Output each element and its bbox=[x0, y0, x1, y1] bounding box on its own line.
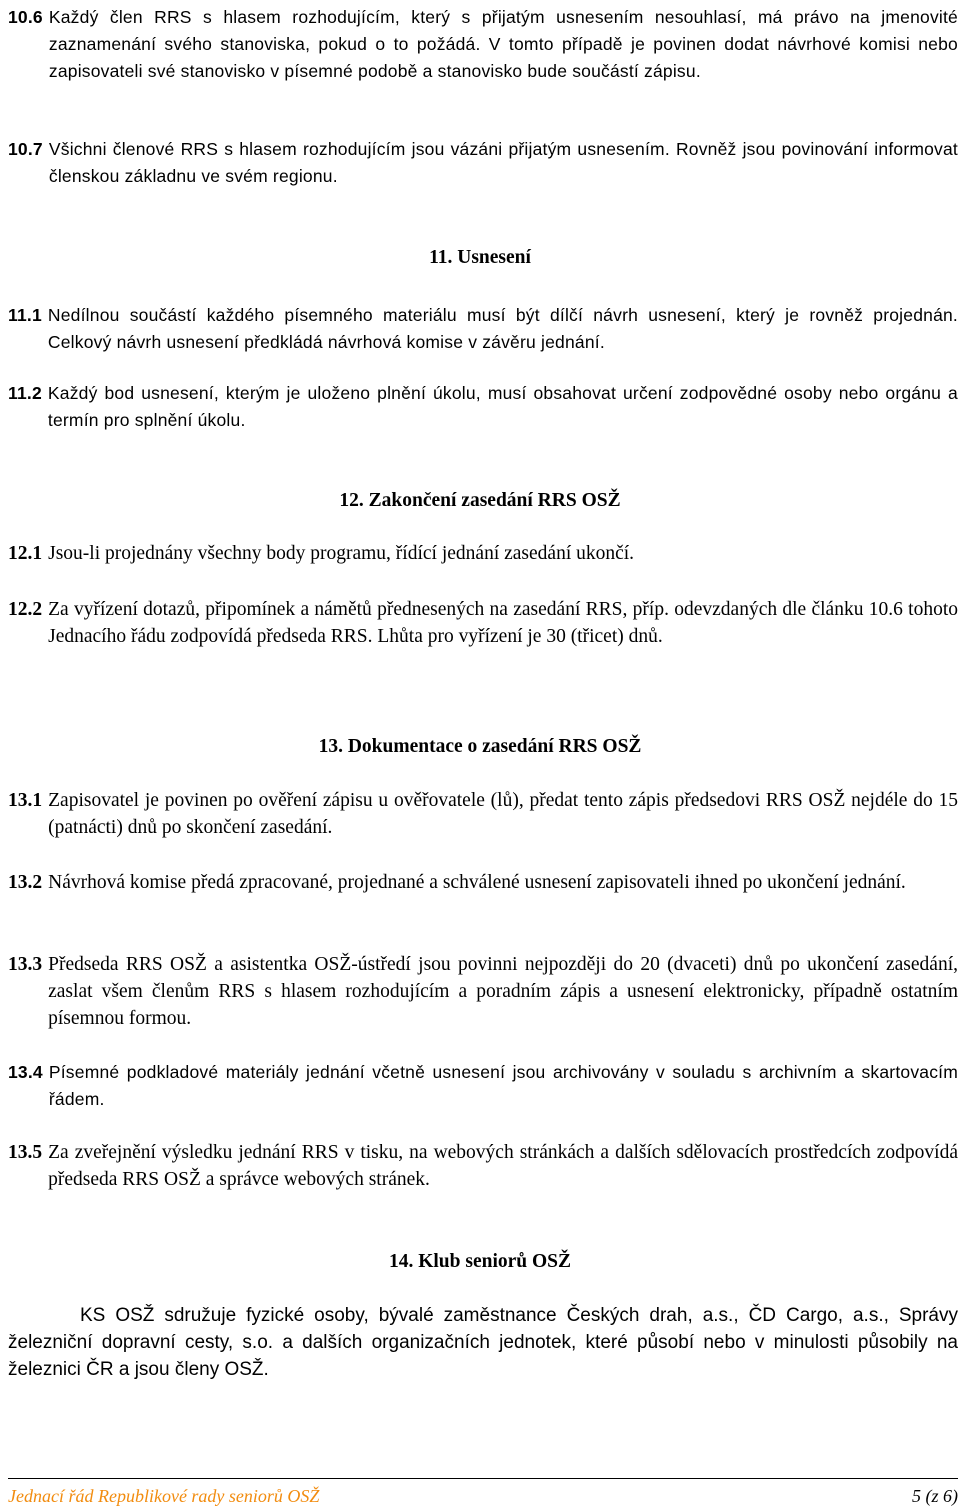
page-number: 5 (z 6) bbox=[912, 1486, 958, 1506]
section-number: 13.1 bbox=[8, 790, 43, 811]
section-text: Za vyřízení dotazů, připomínek a námětů přednesených na zasedání RRS, příp. odevzdaných dle článku 10.6 tohoto Jednacího řádu zodpovídá předseda RRS. Lhůta pro vyřízení je 30 (třicet) dnů. bbox=[48, 599, 958, 647]
section-text: Zapisovatel je povinen po ověření zápisu u ověřovatele (lů), předat tento zápis předsedovi RRS OSŽ nejdéle do 15 (patnácti) dnů po skončení zasedání. bbox=[48, 790, 958, 838]
section-text: Za zveřejnění výsledku jednání RRS v tisku, na webových stránkách a dalších sdělovacích prostředcích zodpovídá předseda RRS OSŽ a správce webových stránek. bbox=[48, 1142, 958, 1190]
heading-11: 11. Usnesení bbox=[429, 247, 531, 268]
section-11-1 bbox=[8, 302, 958, 356]
club-description bbox=[8, 1302, 958, 1383]
section-text: Každý bod usnesení, kterým je uloženo plnění úkolu, musí obsahovat určení zodpovědné osoby nebo orgánu a termín pro splnění úkolu. bbox=[47, 383, 958, 430]
heading-14: 14. Klub seniorů OSŽ bbox=[388, 1251, 572, 1272]
section-number: 11.2 bbox=[8, 383, 42, 403]
section-13-1 bbox=[8, 787, 958, 841]
heading-13: 13. Dokumentace o zasedání RRS OSŽ bbox=[318, 736, 642, 757]
section-11-2 bbox=[8, 380, 958, 434]
section-13-4 bbox=[8, 1059, 958, 1113]
section-number: 10.6 bbox=[8, 7, 43, 27]
section-text: Nedílnou součástí každého písemného materiálu musí být dílčí návrh usnesení, který je rovněž projednán. Celkový návrh usnesení předkládá návrhová komise v závěru jednání. bbox=[47, 305, 958, 352]
section-13-2 bbox=[8, 869, 958, 896]
section-number: 10.7 bbox=[8, 139, 43, 159]
section-12-1 bbox=[8, 540, 958, 567]
section-text: Jsou-li projednány všechny body programu, řídící jednání zasedání ukončí. bbox=[48, 543, 635, 564]
section-13-3 bbox=[8, 951, 958, 1032]
section-text: Návrhová komise předá zpracované, projednané a schválené usnesení zapisovateli ihned po ukončení jednání. bbox=[48, 872, 906, 893]
section-number: 13.5 bbox=[8, 1142, 43, 1163]
section-number: 12.2 bbox=[8, 599, 43, 620]
section-10-7 bbox=[8, 136, 958, 190]
section-text: Každý člen RRS s hlasem rozhodujícím, který s přijatým usnesením nesouhlasí, má právo na jmenovité zaznamenání svého stanoviska, pokud o to požádá. V tomto případě je povinen dodat návrhové komisi nebo zapisovateli své stanovisko v písemné podobě a stanovisko bude součástí zápisu. bbox=[48, 7, 958, 81]
section-12-2 bbox=[8, 596, 958, 650]
footer-title: Jednací řád Republikové rady seniorů OSŽ bbox=[8, 1486, 320, 1506]
section-text: Všichni členové RRS s hlasem rozhodujícím jsou vázáni přijatým usnesením. Rovněž jsou povinování informovat členskou základnu ve svém regionu. bbox=[48, 139, 958, 186]
section-10-6 bbox=[8, 4, 958, 85]
page-footer bbox=[8, 1478, 958, 1506]
section-number: 13.3 bbox=[8, 954, 43, 975]
section-number: 13.2 bbox=[8, 872, 43, 893]
section-number: 11.1 bbox=[8, 305, 42, 325]
section-text: Písemné podkladové materiály jednání včetně usnesení jsou archivovány v souladu s archivním a skartovacím řádem. bbox=[48, 1062, 958, 1109]
section-text: Předseda RRS OSŽ a asistentka OSŽ-ústředí jsou povinni nejpozději do 20 (dvaceti) dnů po ukončení zasedání, zaslat všem členům RRS s hlasem rozhodujícím a poradním zápis a usnesení elektronicky, případně ostatním písemnou formou. bbox=[48, 954, 958, 1029]
club-description-text: KS OSŽ sdružuje fyzické osoby, bývalé zaměstnance Českých drah, a.s., ČD Cargo, a.s., Správy železniční dopravní cesty, s.o. a dalších organizačních jednotek, které působí nebo v minulosti působily na železnici ČR a jsou členy OSŽ. bbox=[8, 1305, 958, 1380]
section-number: 12.1 bbox=[8, 543, 43, 564]
heading-12: 12. Zakončení zasedání RRS OSŽ bbox=[339, 490, 621, 511]
section-number: 13.4 bbox=[8, 1062, 43, 1082]
section-13-5 bbox=[8, 1139, 958, 1193]
